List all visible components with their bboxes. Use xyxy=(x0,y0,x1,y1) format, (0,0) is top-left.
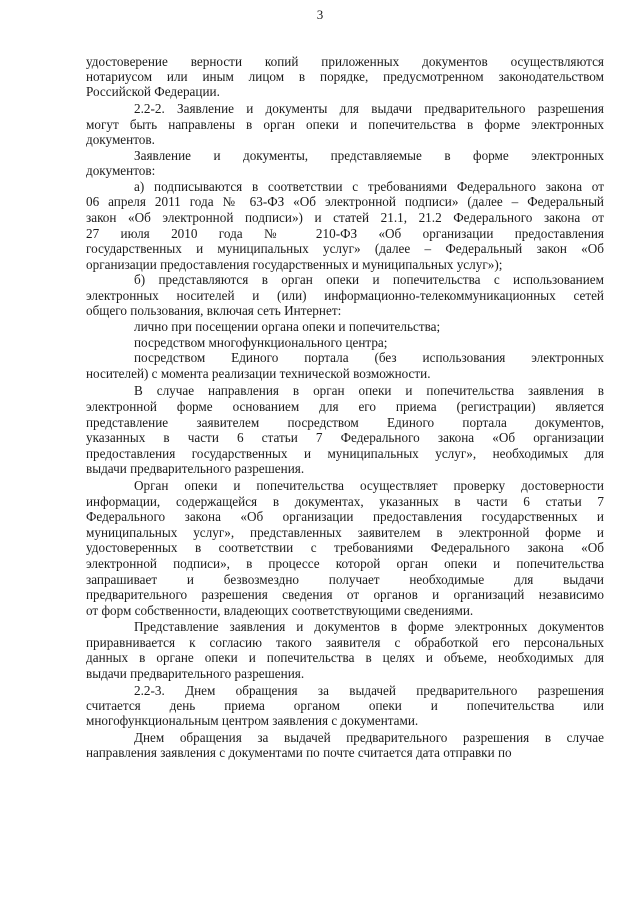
text-line: лично при посещении органа опеки и попечительства; xyxy=(134,319,441,334)
text-line: В случае направления в орган опеки и попечительства заявления в xyxy=(134,383,604,398)
text-line: данных в органе опеки и попечительства в целях и объеме, необходимых для xyxy=(86,650,604,665)
text-line: предварительного разрешения сведения от органов и организаций независимо xyxy=(86,587,604,602)
text-line: указанных в части 6 статьи 7 Федерального закона «Об организации xyxy=(86,430,604,445)
text-line: электронной подписи», в процессе которой орган опеки и попечительства xyxy=(86,556,604,571)
text-line: 27 июля 2010 года № 210-ФЗ «Об организации предоставления xyxy=(86,226,604,241)
page-number: 3 xyxy=(316,7,324,22)
text-line: носителей) с момента реализации технической возможности. xyxy=(86,366,431,381)
text-line: 06 апреля 2011 года № 63-ФЗ «Об электронной подписи» (далее – Федеральный xyxy=(86,194,604,209)
text-line: 2.2-3. Днем обращения за выдачей предварительного разрешения xyxy=(134,683,604,698)
text-line: документов: xyxy=(86,163,156,178)
text-line: от форм собственности, владеющих соответствующими сведениями. xyxy=(86,603,474,618)
text-line: считается день приема органом опеки и попечительства или xyxy=(86,698,604,713)
text-line: общего пользования, включая сеть Интернет: xyxy=(86,303,342,318)
text-line: Российской Федерации. xyxy=(86,84,220,99)
text-line: Днем обращения за выдачей предварительного разрешения в случае xyxy=(134,730,604,745)
text-line: представление заявителем посредством Единого портала документов, xyxy=(86,415,604,430)
text-line: Федерального закона «Об организации предоставления государственных и xyxy=(86,509,604,524)
text-line: запрашивает и безвозмездно получает необходимые для выдачи xyxy=(86,572,604,587)
text-line: посредством многофункционального центра; xyxy=(134,335,388,350)
text-line: б) представляются в орган опеки и попечительства с использованием xyxy=(134,272,604,287)
text-line: могут быть направлены в орган опеки и попечительства в форме электронных xyxy=(86,117,604,132)
text-line: организации предоставления государственных и муниципальных услуг»); xyxy=(86,257,503,272)
text-line: закон «Об электронной подписи») и статей 21.1, 21.2 Федерального закона от xyxy=(86,210,604,225)
text-line: нотариусом или иным лицом в порядке, предусмотренном законодательством xyxy=(86,69,604,84)
text-line: документов. xyxy=(86,132,155,147)
text-line: предоставления государственных и муниципальных услуг», необходимых для xyxy=(86,446,604,461)
text-line: Заявление и документы, представляемые в форме электронных xyxy=(134,148,604,163)
text-line: удостоверение верности копий приложенных документов осуществляются xyxy=(86,54,604,69)
text-line: электронных носителей и (или) информационно-телекоммуникационных сетей xyxy=(86,288,604,303)
text-line: выдачи предварительного разрешения. xyxy=(86,461,305,476)
text-line: приравнивается к согласию такого заявителя с обработкой его персональных xyxy=(86,635,604,650)
text-line: удостоверенных в соответствии с требованиями Федерального закона «Об xyxy=(86,540,604,555)
text-line: электронной форме основанием для его приема (регистрации) является xyxy=(86,399,604,414)
text-line: направления заявления с документами по почте считается дата отправки по xyxy=(86,745,512,760)
text-line: посредством Единого портала (без использования электронных xyxy=(134,350,604,365)
text-line: Представление заявления и документов в форме электронных документов xyxy=(134,619,604,634)
text-line: выдачи предварительного разрешения. xyxy=(86,666,305,681)
text-line: многофункциональным центром заявления с документами. xyxy=(86,713,419,728)
text-line: информации, содержащейся в документах, указанных в части 6 статьи 7 xyxy=(86,494,604,509)
text-line: а) подписываются в соответствии с требованиями Федерального закона от xyxy=(134,179,604,194)
text-line: Орган опеки и попечительства осуществляет проверку достоверности xyxy=(134,478,604,493)
text-line: 2.2-2. Заявление и документы для выдачи предварительного разрешения xyxy=(134,101,604,116)
text-line: муниципальных услуг», представленных заявителем в электронной форме и xyxy=(86,525,604,540)
text-line: государственных и муниципальных услуг» (далее – Федеральный закон «Об xyxy=(86,241,604,256)
